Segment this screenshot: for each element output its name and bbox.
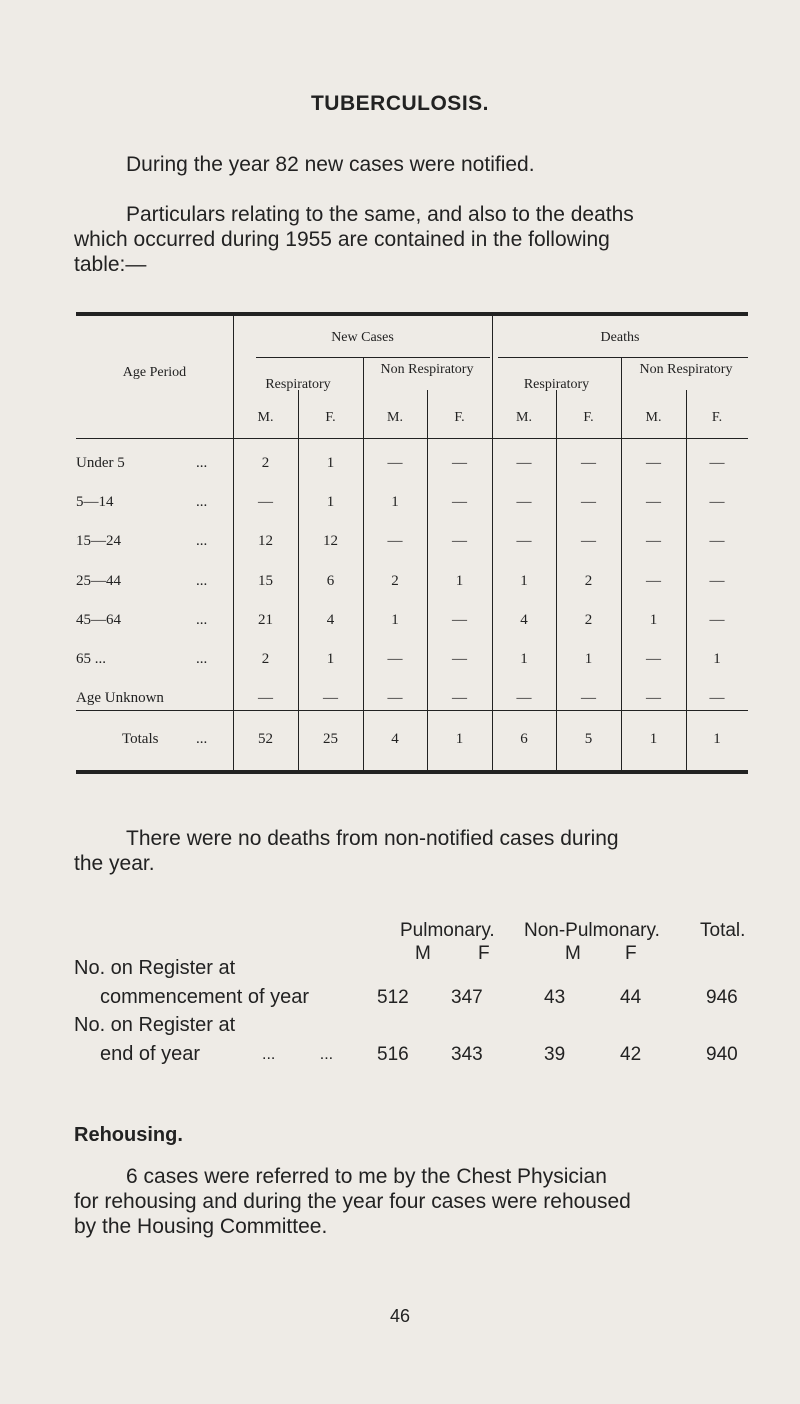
no-deaths-line-2: the year. xyxy=(74,852,155,875)
table-cell: 21 xyxy=(258,612,273,628)
table-cell: 1 xyxy=(391,494,399,510)
table-cell: 6 xyxy=(326,573,335,589)
leader-dots: ... xyxy=(196,533,208,549)
pulmonary-f-header: F xyxy=(478,943,490,964)
table-cell: — xyxy=(709,612,725,628)
register-row-1-label-2: commencement of year xyxy=(100,986,309,1008)
leader-dots: ... xyxy=(196,612,208,628)
table-cell: 1 xyxy=(713,651,721,667)
table-cell: — xyxy=(258,494,273,510)
table-cell: 12 xyxy=(258,533,273,549)
age-label: Under 5 xyxy=(76,455,125,471)
register-row-1-value: 347 xyxy=(451,987,483,1008)
table-cell: 4 xyxy=(520,612,528,628)
table-cell: — xyxy=(646,573,661,589)
table-cell: — xyxy=(709,533,725,549)
sex-header: F. xyxy=(583,410,594,425)
register-row-2-label-1: No. on Register at xyxy=(74,1014,236,1036)
register-row-2-value: 39 xyxy=(544,1044,566,1065)
total-cell: 52 xyxy=(258,731,273,747)
table-cell: — xyxy=(516,455,532,471)
leader-dots: ... xyxy=(196,455,208,471)
table-cell: — xyxy=(387,533,403,549)
table-cell: — xyxy=(516,690,532,706)
register-row-2-label-2: end of year xyxy=(100,1043,201,1065)
table-cell: — xyxy=(452,455,467,471)
rehousing-heading: Rehousing. xyxy=(74,1124,183,1146)
age-label: 5—14 xyxy=(76,494,114,510)
total-cell: 1 xyxy=(455,731,464,747)
sex-header: M. xyxy=(645,410,662,425)
table-cell: — xyxy=(516,494,532,510)
particulars-line-2: which occurred during 1955 are contained in the following xyxy=(74,228,610,251)
register-row-2-total: 940 xyxy=(706,1044,738,1065)
table-cell: 2 xyxy=(261,455,270,471)
table-cell: 1 xyxy=(584,651,593,667)
table-cell: — xyxy=(709,494,725,510)
register-row-1-label-1: No. on Register at xyxy=(74,957,236,979)
register-row-2-value: 516 xyxy=(377,1044,409,1065)
rehousing-paragraph xyxy=(74,1164,754,1239)
no-deaths-line-1: There were no deaths from non-notified cases during xyxy=(126,827,619,850)
table-cell: — xyxy=(646,533,661,549)
register-row-2-value: 42 xyxy=(620,1044,642,1065)
table-cell: 1 xyxy=(520,573,528,589)
age-period-header: Age Period xyxy=(122,365,187,380)
table-cell: — xyxy=(452,533,467,549)
sex-header: M. xyxy=(387,410,403,425)
table-cell: — xyxy=(387,455,403,471)
table-cell: — xyxy=(387,651,403,667)
non-pulmonary-header: Non-Pulmonary. xyxy=(524,920,660,941)
table-cell: — xyxy=(452,651,467,667)
table-cell: — xyxy=(709,573,725,589)
sex-header: F. xyxy=(454,410,465,425)
leader-dots: ... xyxy=(196,494,208,510)
particulars-line-3: table:— xyxy=(74,253,147,276)
table-cell: 2 xyxy=(261,651,270,667)
table-cell: — xyxy=(709,690,725,706)
total-cell: 25 xyxy=(323,731,338,747)
table-cell: 2 xyxy=(391,573,399,589)
register-row-1-value: 43 xyxy=(544,987,566,1008)
table-cell: — xyxy=(581,494,596,510)
register-row-1-value: 44 xyxy=(620,987,642,1008)
table-cell: 2 xyxy=(584,612,593,628)
table-cell: 1 xyxy=(326,494,335,510)
age-label: Age Unknown xyxy=(76,690,164,706)
table-cell: — xyxy=(452,612,467,628)
table-cell: — xyxy=(258,690,273,706)
pulmonary-m-header: M xyxy=(415,943,431,964)
rehousing-line-3: by the Housing Committee. xyxy=(74,1215,328,1238)
table-cell: 1 xyxy=(391,612,399,628)
non-pulmonary-m-header: M xyxy=(565,943,581,964)
age-label: 25—44 xyxy=(76,573,121,589)
table-cell: — xyxy=(452,494,467,510)
table-cell: — xyxy=(646,455,661,471)
new-non-respiratory-header: Non Respiratory xyxy=(380,362,474,377)
table-cell: — xyxy=(709,455,725,471)
page-title: TUBERCULOSIS. xyxy=(310,92,489,115)
table-cell: — xyxy=(581,533,596,549)
age-label: 45—64 xyxy=(76,612,121,628)
total-cell: 1 xyxy=(649,731,658,747)
totals-label: Totals xyxy=(122,731,159,747)
age-label: 15—24 xyxy=(76,533,121,549)
leader-dots: ... xyxy=(196,651,208,667)
total-cell: 6 xyxy=(520,731,528,747)
register-row-2-value: 343 xyxy=(451,1044,483,1065)
rehousing-line-1: 6 cases were referred to me by the Chest Physician xyxy=(126,1165,607,1188)
table-cell: 1 xyxy=(649,612,658,628)
table-cell: — xyxy=(581,455,596,471)
table-cell: 4 xyxy=(326,612,335,628)
table-cell: — xyxy=(516,533,532,549)
sex-header: F. xyxy=(711,410,723,425)
register-row-1-value: 512 xyxy=(377,987,409,1008)
deaths-header: Deaths xyxy=(600,330,640,345)
sex-header: M. xyxy=(516,410,532,425)
non-pulmonary-f-header: F xyxy=(625,943,637,964)
register-row-2-dots: ... ... xyxy=(262,1046,334,1063)
table-cell: — xyxy=(646,494,661,510)
table-cell: 1 xyxy=(326,455,335,471)
table-cell: — xyxy=(387,690,403,706)
intro-text: During the year 82 new cases were notified. xyxy=(126,153,535,176)
table-cell: — xyxy=(452,690,467,706)
leader-dots: ... xyxy=(196,731,208,747)
sex-header: F. xyxy=(325,410,336,425)
total-header: Total. xyxy=(700,920,746,941)
table-cell: 12 xyxy=(323,533,338,549)
table-cell: 2 xyxy=(584,573,593,589)
age-label: 65 ... xyxy=(76,651,106,667)
table-cell: 1 xyxy=(326,651,335,667)
table-cell: — xyxy=(323,690,338,706)
deaths-respiratory-header: Respiratory xyxy=(523,377,590,392)
table-cell: 15 xyxy=(258,573,273,589)
sex-header: M. xyxy=(257,410,274,425)
deaths-non-respiratory-header: Non Respiratory xyxy=(639,362,733,377)
table-cell: — xyxy=(646,651,661,667)
table-cell: 1 xyxy=(455,573,464,589)
new-respiratory-header: Respiratory xyxy=(265,377,331,392)
total-cell: 4 xyxy=(391,731,399,747)
particulars-line-1: Particulars relating to the same, and also to the deaths xyxy=(126,203,634,226)
table-cell: 1 xyxy=(520,651,528,667)
new-cases-header: New Cases xyxy=(331,330,394,345)
total-cell: 1 xyxy=(713,731,721,747)
register-row-1-total: 946 xyxy=(706,987,738,1008)
leader-dots: ... xyxy=(196,573,208,589)
table-cell: — xyxy=(581,690,596,706)
table-cell: — xyxy=(646,690,661,706)
rehousing-line-2: for rehousing and during the year four cases were rehoused xyxy=(74,1190,631,1213)
pulmonary-header: Pulmonary. xyxy=(400,920,495,941)
total-cell: 5 xyxy=(584,731,593,747)
page-number: 46 xyxy=(389,1306,411,1326)
